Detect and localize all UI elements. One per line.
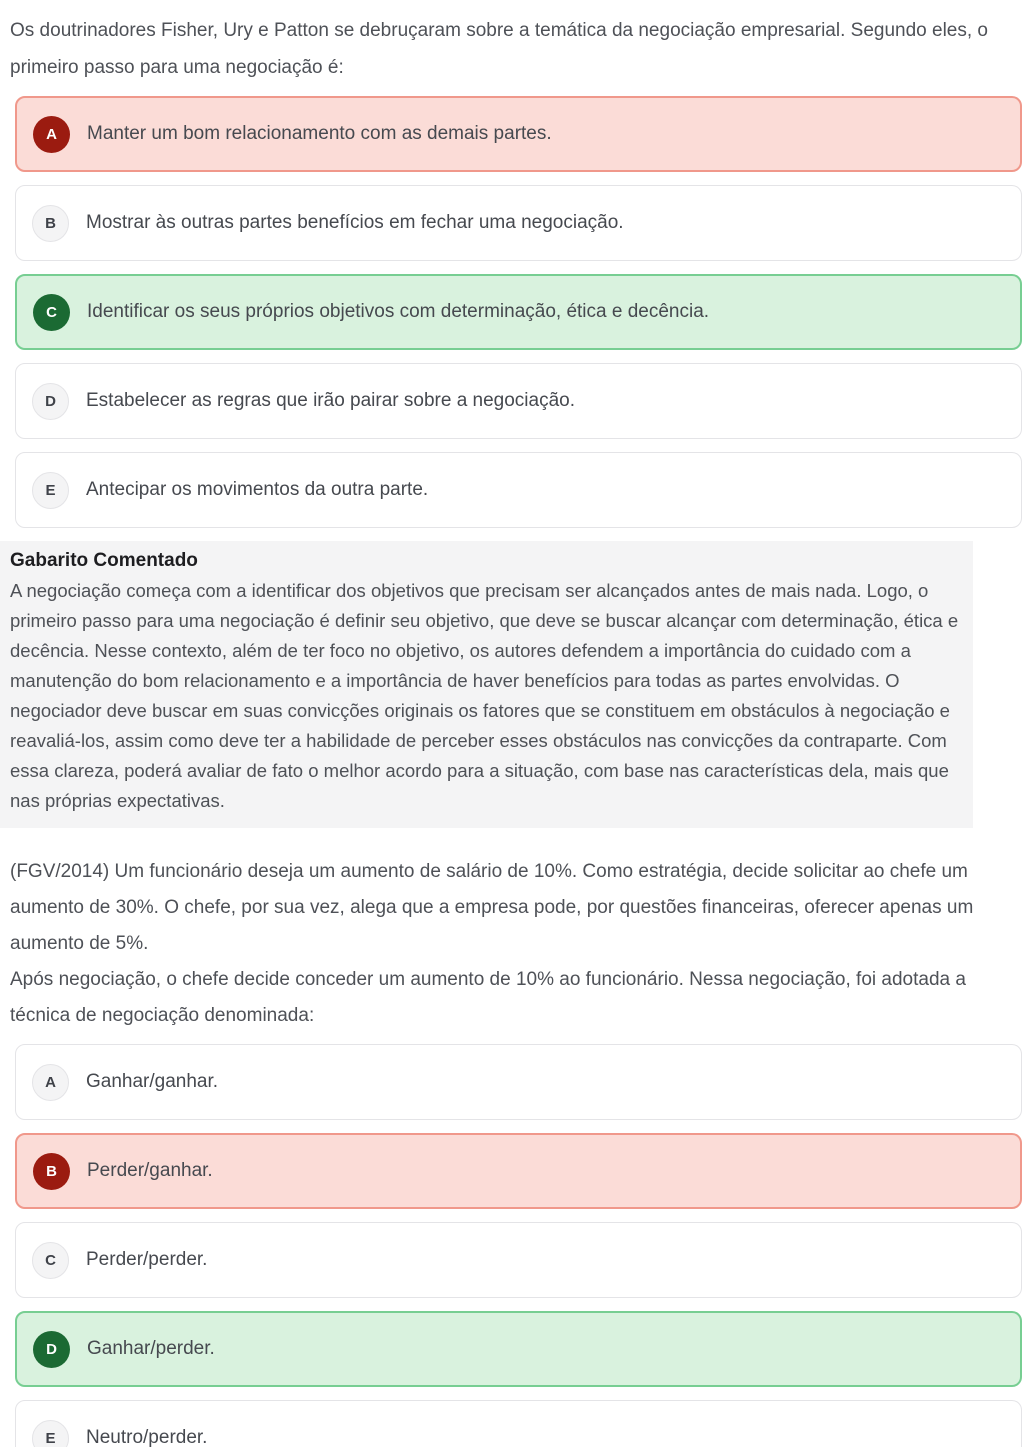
q2-option-a-letter-badge: A — [32, 1064, 69, 1101]
question1-statement: Os doutrinadores Fisher, Ury e Patton se debruçaram sobre a temática da negociação empresarial. Segundo eles, o primeiro passo para uma negociação é: — [10, 20, 988, 78]
question1-text — [0, 0, 1033, 86]
q2-option-a-label: Ganhar/ganhar. — [86, 1071, 219, 1092]
q1-option-b-letter-badge: B — [32, 205, 69, 242]
question2-statement-part2: Após negociação, o chefe decide conceder um aumento de 10% ao funcionário. Nessa negociação, foi adotada a técnica de negociação denominada: — [10, 969, 966, 1026]
q1-option-d-letter-badge: D — [32, 383, 69, 420]
question2-statement-part1: (FGV/2014) Um funcionário deseja um aumento de salário de 10%. Como estratégia, decide solicitar ao chefe um aumento de 30%. O chefe, por sua vez, alega que a empresa pode, por questões financeiras, oferecer apenas um aumento de 5%. — [10, 861, 974, 954]
q2-option-e-label: Neutro/perder. — [86, 1427, 208, 1447]
q2-option-d-letter-badge: D — [33, 1331, 70, 1368]
q1-option-b[interactable] — [15, 185, 1022, 261]
q2-option-b-letter-badge: B — [33, 1153, 70, 1190]
q2-option-c-letter-badge: C — [32, 1242, 69, 1279]
q1-option-d[interactable] — [15, 363, 1022, 439]
question2-options — [15, 1044, 1022, 1447]
feedback-box — [0, 541, 973, 828]
q1-option-a[interactable] — [15, 96, 1022, 172]
q2-option-b-label: Perder/ganhar. — [87, 1160, 213, 1181]
q1-option-e-label: Antecipar os movimentos da outra parte. — [86, 479, 429, 500]
question1-options — [15, 96, 1022, 528]
q2-option-a[interactable] — [15, 1044, 1022, 1120]
feedback-title: Gabarito Comentado — [10, 550, 198, 571]
q1-option-e-letter-badge: E — [32, 472, 69, 509]
q2-option-d-label: Ganhar/perder. — [87, 1338, 215, 1359]
q2-option-e-letter-badge: E — [32, 1420, 69, 1447]
question2-text — [0, 854, 1033, 1034]
q1-option-a-label: Manter um bom relacionamento com as demais partes. — [87, 123, 552, 144]
q2-option-c-label: Perder/perder. — [86, 1249, 208, 1270]
q1-option-e[interactable] — [15, 452, 1022, 528]
q1-option-c[interactable] — [15, 274, 1022, 350]
q2-option-b[interactable] — [15, 1133, 1022, 1209]
feedback-body: A negociação começa com a identificar dos objetivos que precisam ser alcançados antes de mais nada. Logo, o primeiro passo para uma negociação é definir seu objetivo, que deve se buscar alcançar com determinação, ética e decência. Nesse contexto, além de ter foco no objetivo, os autores defendem a importância do cuidado com a manutenção do bom relacionamento e a importância de haver benefícios para todas as partes envolvidas. O negociador deve buscar em suas convicções originais os fatores que se constituem em obstáculos à negociação e reavaliá-los, assim como deve ter a habilidade de perceber esses obstáculos nas convicções da contraparte. Com essa clareza, poderá avaliar de fato o melhor acordo para a situação, com base nas características dela, mais que nas próprias expectativas. — [10, 580, 959, 811]
q1-option-a-letter-badge: A — [33, 116, 70, 153]
q2-option-e[interactable] — [15, 1400, 1022, 1447]
q1-option-d-label: Estabelecer as regras que irão pairar sobre a negociação. — [86, 390, 576, 411]
q2-option-d[interactable] — [15, 1311, 1022, 1387]
q1-option-b-label: Mostrar às outras partes benefícios em fechar uma negociação. — [86, 212, 624, 233]
q1-option-c-letter-badge: C — [33, 294, 70, 331]
q1-option-c-label: Identificar os seus próprios objetivos com determinação, ética e decência. — [87, 301, 710, 322]
q2-option-c[interactable] — [15, 1222, 1022, 1298]
